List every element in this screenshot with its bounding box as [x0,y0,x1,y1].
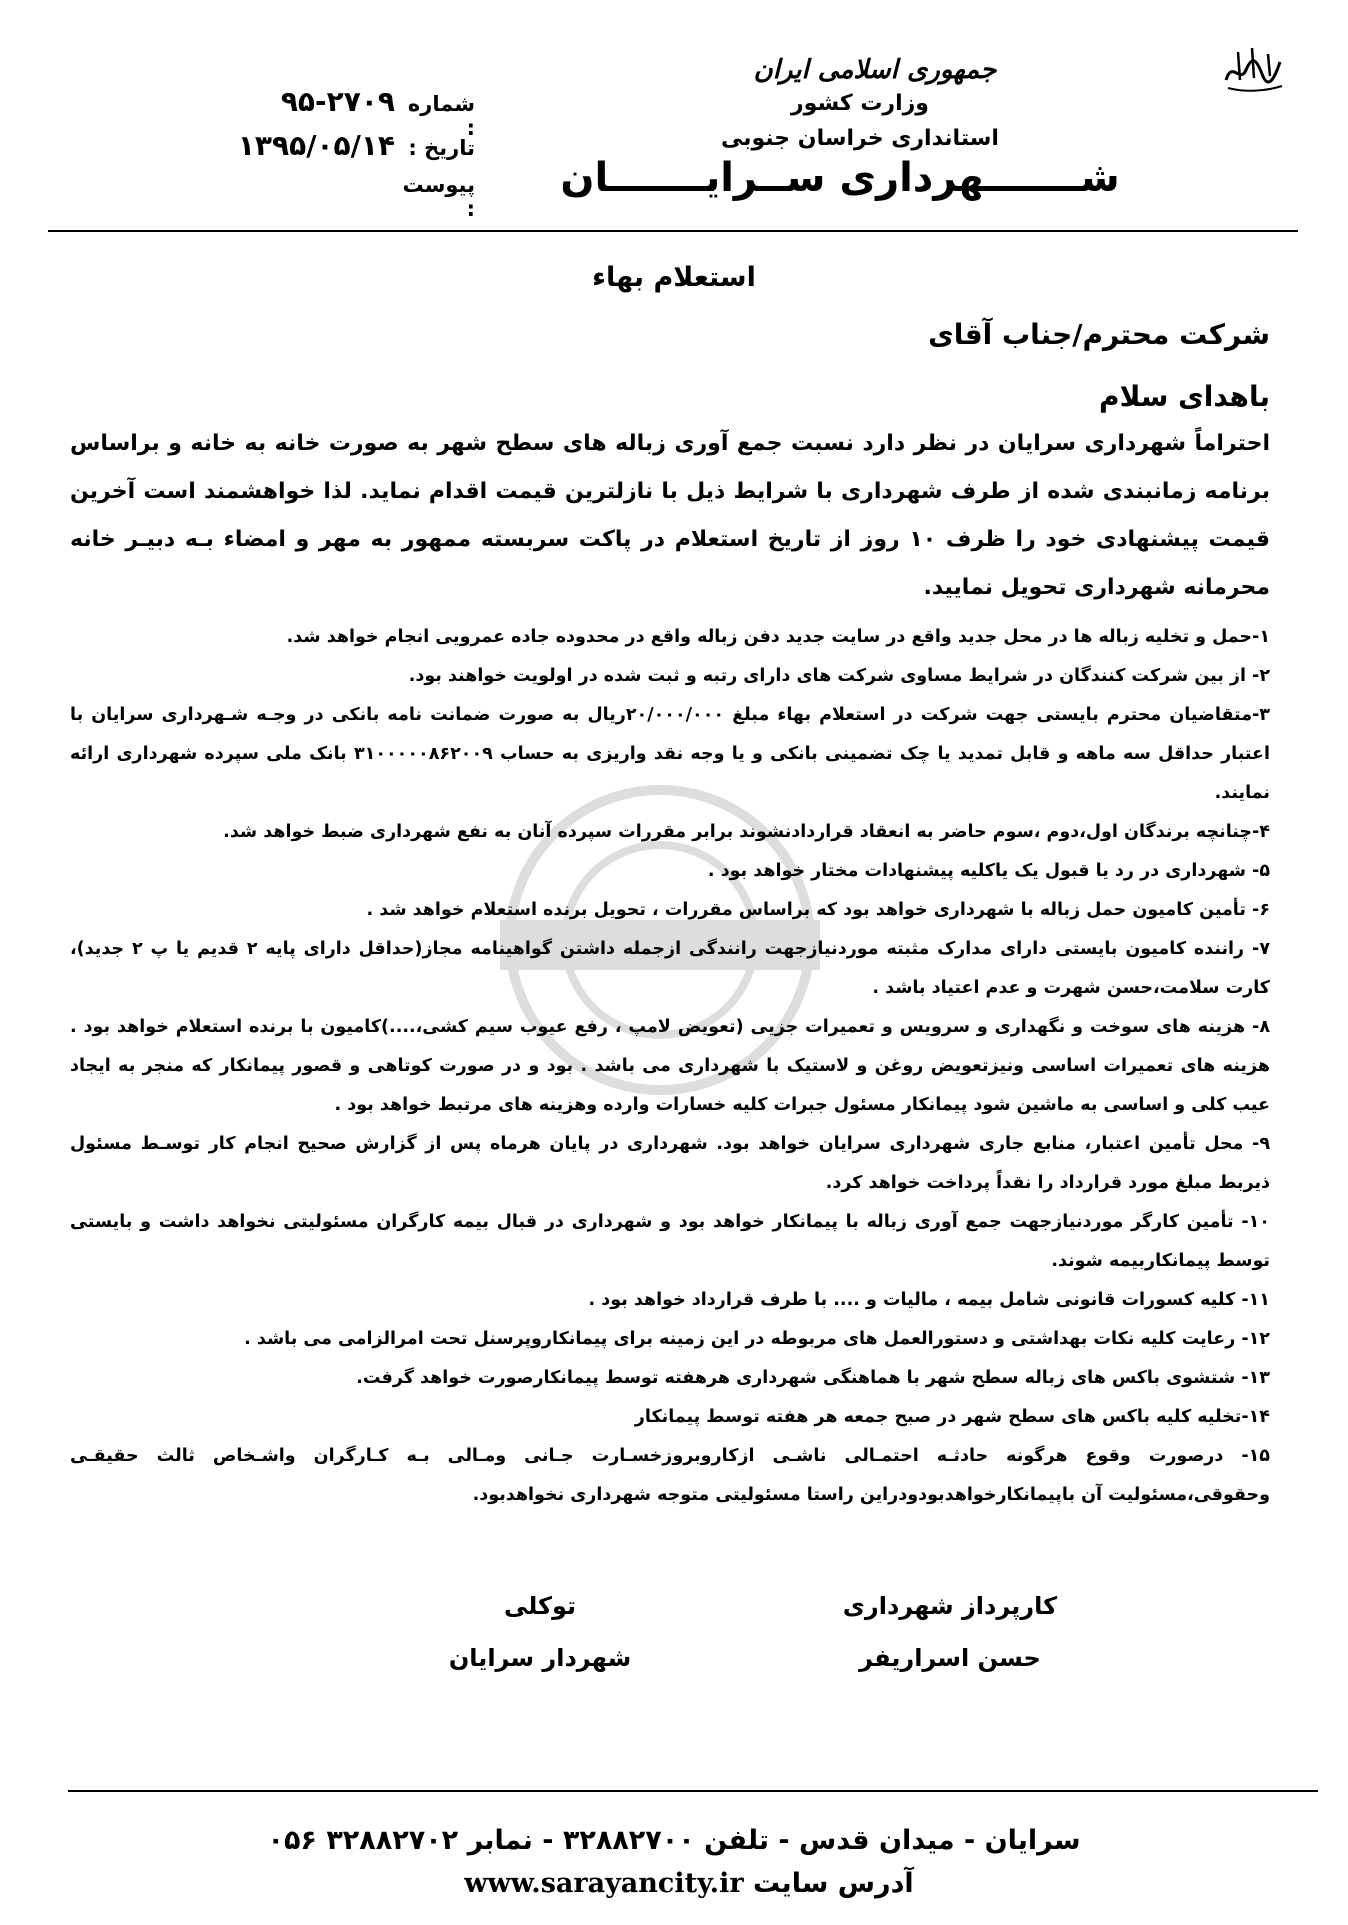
addressee: شرکت محترم/جناب آقای [928,318,1270,351]
signature-procurement-name: حسن اسراریفر [859,1644,1041,1672]
signature-procurement [770,1580,1130,1684]
condition-item: ۱۰- تأمین کارگر موردنیازجهت جمع آوری زباله با پیمانکار خواهد بود و شهرداری در قبال بیمه کارگران مسئولیتی نخواهد داشت و بایستی توسط پیمانکاربیمه شوند. [70,1212,1270,1271]
intro-paragraph: احتراماً شهرداری سرایان در نظر دارد نسبت جمع آوری زباله های سطح شهر به صورت خانه به خانه و براساس برنامه زمانبندی شده از طرف شهرداری با شرایط ذیل با نازلترین قیمت اقدام نماید. لذا خواهشمند است آخرین قیمت پیشنهادی خود را ظرف ۱۰ روز از تاریخ استعلام در پاکت سربسته ممهور به مهر و امضاء بـه دبیـر خانه محرمانه شهرداری تحویل نمایید. [70,431,1270,600]
header-line-ministry: وزارت کشور [791,91,929,116]
number-value: ۹۵-۲۷۰۹ [280,85,395,118]
footer-website [0,1868,1348,1899]
condition-item: ۱۵- درصورت وقوع هرگونه حادثـه احتمـالی ناشـی ازکاروبروزخسـارت جـانی ومـالی بـه کـارگران واشـخاص ثالث حقیقـی وحقوقی،مسئولیت آن باپیمانکارخواهدبودودراین راستا مسئولیتی متوجه شهرداری نخواهدبود. [70,1446,1270,1505]
condition-item: ۱۳- شتشوی باکس های زباله سطح شهر با هماهنگی شهرداری هرهفته توسط پیمانکارصورت خواهد گرفت. [356,1368,1270,1388]
attach-label: پیوست : [402,173,475,221]
footer-address: سرایان - میدان قدس - تلفن ۳۲۸۸۲۷۰۰ - نمابر ۳۲۸۸۲۷۰۲ ۰۵۶ [267,1825,1081,1856]
header-divider [48,230,1298,232]
condition-item: ۱۲- رعایت کلیه نکات بهداشتی و دستورالعمل های مربوطه در این زمینه برای پیمانکاروپرسنل تحت امرالزامی می باشد . [244,1329,1270,1349]
header-line-province: استانداری خراسان جنوبی [721,126,999,151]
footer-site-url[interactable]: www.sarayancity.ir [464,1868,744,1899]
date-value: ۱۳۹۵/۰۵/۱۴ [237,129,395,162]
meta-number-row [205,85,475,140]
signature-mayor-title: شهردار سرایان [448,1644,632,1672]
condition-item: ۸- هزینه های سوخت و نگهداری و سرویس و تعمیرات جزیی (تعویض لامپ ، رفع عیوب سیم کشی،....)کامیون با برنده استعلام خواهد بود . هزینه های تعمیرات اساسی ونیزتعویض روغن و لاستیک با شهرداری می باشد . بود و در صورت کوتاهی و قصور پیمانکار که منجر به ایجاد عیب کلی و اساسی به ماشین شود پیمانکار مسئول جبرات کلیه خسارات وارده وهزینه های مرتبط خواهد بود . [70,1017,1270,1115]
condition-item: ۱-حمل و تخلیه زباله ها در محل جدید واقع در سایت جدید دفن زباله واقع در محدوده جاده عمرویی انجام خواهد شد. [286,627,1270,647]
condition-item: ۵- شهرداری در رد یا قبول یک یاکلیه پیشنهادات مختار خواهد بود . [707,861,1270,881]
footer-site-label: آدرس سایت [752,1868,914,1899]
header-titles [560,55,1120,201]
letter-meta [205,85,475,221]
conditions-list [70,618,1270,1515]
condition-item: ۹- محل تأمین اعتبار، منابع جاری شهرداری سرایان خواهد بود. شهرداری در پایان هرماه پس از گزارش صحیح انجام کار توسـط مسئول ذیربط مبلغ مورد قرارداد را نقداً پرداخت خواهد کرد. [70,1134,1270,1193]
condition-item: ۱۱- کلیه کسورات قانونی شامل بیمه ، مالیات و .... با طرف قرارداد خواهد بود . [588,1290,1270,1310]
date-label: تاریخ : [408,136,475,160]
condition-item: ۷- راننده کامیون بایستی دارای مدارک مثبته موردنیازجهت رانندگی ازجمله داشتن گواهینامه مجاز(حداقل دارای پایه ۲ قدیم یا پ ۲ جدید)، کارت سلامت،حسن شهرت و عدم اعتیاد باشد . [70,939,1270,998]
number-label: شماره : [407,92,475,140]
greeting: باهدای سلام [1099,380,1270,413]
meta-date-row [205,129,475,173]
signature-mayor-name: توکلی [503,1592,577,1620]
condition-item: ۱۴-تخلیه کلیه باکس های سطح شهر در صبح جمعه هر هفته توسط پیمانکار [634,1407,1270,1427]
bismillah-calligraphy-icon [1218,40,1288,95]
footer-divider [68,1790,1318,1792]
signature-mayor [360,1580,720,1684]
header-line-republic: جمهوری اسلامی ایران [753,55,997,85]
meta-attach-row [205,173,475,221]
signature-procurement-title: کارپرداز شهرداری [842,1592,1058,1620]
condition-item: ۶- تأمین کامیون حمل زباله با شهرداری خواهد بود که براساس مقررات ، تحویل برنده استعلام خواهد شد . [366,900,1270,920]
header-line-municipality: شـــــــهرداری ســرایـــــــان [560,155,1120,201]
condition-item: ۲- از بین شرکت کنندگان در شرایط مساوی شرکت های دارای رتبه و ثبت شده در اولویت خواهند بود. [408,666,1270,686]
condition-item: ۳-متقاضیان محترم بایستی جهت شرکت در استعلام بهاء مبلغ ۲۰/۰۰۰/۰۰۰ریال به صورت ضمانت نامه بانکی در وجـه شـهرداری سرایان با اعتبار حداقل سه ماهه و قابل تمدید یا چک تضمینی بانکی و یا وجه نقد واریزی به حساب ۳۱۰۰۰۰۰۸۶۲۰۰۹ بانک ملی سپرده شهرداری ارائه نمایند. [70,705,1270,803]
document-title: استعلام بهاء [592,262,756,293]
condition-item: ۴-چنانچه برندگان اول،دوم ،سوم حاضر به انعقاد قراردادنشوند برابر مقررات سپرده آنان به نفع شهرداری ضبط خواهد شد. [223,822,1270,842]
